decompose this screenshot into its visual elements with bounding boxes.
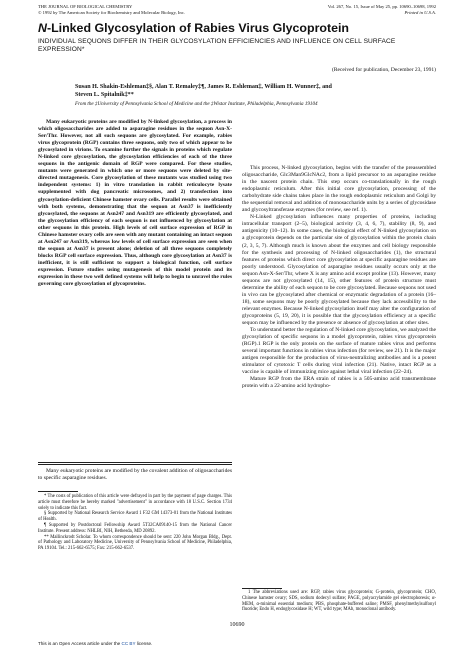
footnotes xyxy=(38,494,232,552)
open-access-notice xyxy=(38,641,152,646)
abstract-rule-2 xyxy=(38,464,232,465)
abstract-rule xyxy=(38,462,232,463)
abbreviations-footnote: 1 The abbreviations used are: RGP, rabies virus glycoprotein; G-protein, glycoprotein; CHO, Chinese hamster ovary; SDS, sodium dodecyl sulfate; PAGE, polyacrylamide gel electrophoresis; α-MEM, α-minimal essential medium; PBS, phosphate-buffered saline; PMSF, phenylmethylsulfonyl fluoride; Endo H, endoglycosidase H; WT, wild type; MAb, monoclonal antibody. xyxy=(242,590,436,613)
article-title xyxy=(38,21,349,35)
paragraph-influence: N-Linked glycosylation influences many properties of proteins, including intracellular transport (2–5), biological activity (3, 4, 6, 7), stability (8, 9), and antigenicity (10–12). In some cases, the biological effect of N-linked glycosylation on a glycoprotein depends on the particular site of glycosylation within the protein chain (2, 3, 5, 7). Although much is known about the enzymes and cell biology responsible for the synthesis and processing of N-linked oligosaccharides (1), the structural features of proteins which direct core glycosylation at specific asparagine residues are poorly understood. Glycosylation of asparagine residues usually occurs only at the sequon Asn-X-Ser/Thr, where X is any amino acid except proline (13). However, many sequons are not glycosylated (14, 15), other features of protein structure must determine the ability of each sequon to be core glycosylated. Because sequons not used in vivo can be glycosylated after chemical or enzymatic degradation of a protein (16–18), some sequons may be poorly glycosylated because they lack accessibility to the relevant enzymes. Because N-linked glycosylation itself may alter the configuration of glycoproteins (5, 19, 20), it is possible that the glycosylation efficiency at a specific sequon may be influenced by the presence or absence of glycosylation at other sites. xyxy=(242,214,436,327)
open-access-tail: license. xyxy=(136,641,153,646)
paragraph-understand: To understand better the regulation of N-linked core glycosylation, we analyzed the glycosylation of specific sequons in a model glycoprotein, rabies virus glycoprotein (RGP).1 RGP is the only protein on the surface of mature rabies virus and performs several important functions in rabies virus infection (for review, see 21). It is the major antigen responsible for the production of virus-neutralizing antibodies and is a potent stimulator of cytotoxic T cells during viral infection (21). Native, intact RGP as a vaccine is capable of immunizing mice against lethal viral infection (22–24). xyxy=(242,327,436,376)
intro-first-paragraph: Many eukaryotic proteins are modified by the covalent addition of oligosaccharides to specific asparagine residues. xyxy=(38,468,232,482)
authors-line-2: Steven L. Spitalnik‡** xyxy=(75,92,134,98)
volume-issue: Vol. 267, No. 15, Issue of May 25, pp. 10690–10698, 1992 xyxy=(327,4,436,9)
title-text: -Linked Glycosylation of Rabies Virus Glycoprotein xyxy=(46,21,349,35)
title-italic-n: N xyxy=(38,21,47,35)
footnote-nrsa: § Supported by National Research Service Award 1 F32 GM 14373-01 from the National Institutes of Health. xyxy=(38,511,232,523)
paragraph-process: This process, N-linked glycosylation, begins with the transfer of the preassembled oligosaccharide, Glc3Man9GlcNAc2, from a lipid precursor to an asparagine residue in the nascent protein chain. This step occurs co-translationally in the rough endoplasmic reticulum. After this initial core glycosylation, processing of the carbohydrate side chains takes place in the rough endoplasmic reticulum and Golgi by the sequential removal and addition of monosaccharide units by a series of glycosidase and glycosyltransferase enzymes (for review, see ref. 1). xyxy=(242,165,436,214)
article-subtitle: INDIVIDUAL SEQUONS DIFFER IN THEIR GLYCOSYLATION EFFICIENCIES AND INFLUENCE ON CELL SURFACE EXPRESSION* xyxy=(38,38,396,53)
right-column xyxy=(242,165,436,391)
footnote-correspondence: ** Mallinckrodt Scholar. To whom correspondence should be sent: 220 John Morgan Bldg., Dept. of Pathology and Laboratory Medicine, University of Pennsylvania School of Medicine, Philadelphia, PA 19104. Tel.: 215-662-6575; Fax: 215-662-6537. xyxy=(38,534,232,552)
footnote-rule xyxy=(38,491,78,492)
footnote-costs: * The costs of publication of this article were defrayed in part by the payment of page charges. This article must therefore be hereby marked "advertisement" in accordance with 18 U.S.C. Section 1734 solely to indicate this fact. xyxy=(38,494,232,511)
cc-by-link[interactable]: CC BY xyxy=(121,641,136,646)
affiliation: From the ‡University of Pennsylvania School of Medicine and the ‡Wistar Institute, Philadelphia, Pennsylvania 19104 xyxy=(75,101,318,107)
received-date: (Received for publication, December 23, 1991) xyxy=(331,67,436,73)
journal-name: THE JOURNAL OF BIOLOGICAL CHEMISTRY xyxy=(38,4,133,9)
footnote-rule-right xyxy=(242,588,282,589)
copyright-line: © 1992 by The American Society for Biochemistry and Molecular Biology, Inc. xyxy=(38,9,185,15)
printed-in: Printed in U.S.A. xyxy=(404,9,436,15)
page-number: 10690 xyxy=(229,622,245,628)
running-header-left xyxy=(38,4,185,15)
running-header-right xyxy=(328,4,436,15)
paragraph-mature-rgp: Mature RGP from the ERA strain of rabies is a 505-amino acid transmembrane protein with a 22-amino acid hydropho- xyxy=(242,376,436,390)
author-list xyxy=(75,83,435,99)
open-access-text: This is an Open Access article under the xyxy=(38,641,121,646)
abstract: Many eukaryotic proteins are modified by N-linked glycosylation, a process in which oligosaccharides are added to asparagine residues in the sequon Asn-X-Ser/Thr. However, not all such sequons are glycosylated. For example, rabies virus glycoprotein (RGP) contains three sequons, only two of which appear to be glycosylated in virions. To examine further the signals in proteins which regulate N-linked core glycosylation, the glycosylation efficiencies of each of the three sequons in the antigenic domain of RGP were compared. For these studies, mutants were generated in which one or more sequons were deleted by site-directed mutagenesis. Core glycosylation of these mutants was studied using two independent systems: 1) in vitro translation in rabbit reticulocyte lysate supplemented with dog pancreatic microsomes, and 2) transfection into glycosylation-deficient Chinese hamster ovary cells. Parallel results were obtained with both systems, demonstrating that the sequon at Asn37 is inefficiently glycosylated, the sequons at Asn247 and Asn319 are efficiently glycosylated, and the glycosylation efficiency of each sequon is not influenced by glycosylation at other sequons in this protein. High levels of cell surface expression of RGP in Chinese hamster ovary cells are seen with any mutant containing an intact sequon at Asn247 or Asn319, whereas low levels of cell surface expression are seen when the sequon at Asn37 is present alone; deletion of all three sequons completely blocks RGP cell surface expression. Thus, although core glycosylation at Asn37 is inefficient, it is still sufficient to support a biological function, cell surface expression. Future studies using mutagenesis of this model protein and its expression in these two well defined systems will help to begin to unravel the rules governing core glycosylation of glycoproteins. xyxy=(38,119,232,288)
authors-line-1: Susan H. Shakin-Eshleman‡§, Alan T. Remaley‡¶, James R. Eshleman‡, William H. Wunner‡, and xyxy=(75,84,332,90)
footnote-fellowship: ¶ Supported by Postdoctoral Fellowship Award 5T32CA09140-15 from the National Cancer Institute. Present address: NHLBI, NIH, Bethesda, MD 20892. xyxy=(38,522,232,534)
